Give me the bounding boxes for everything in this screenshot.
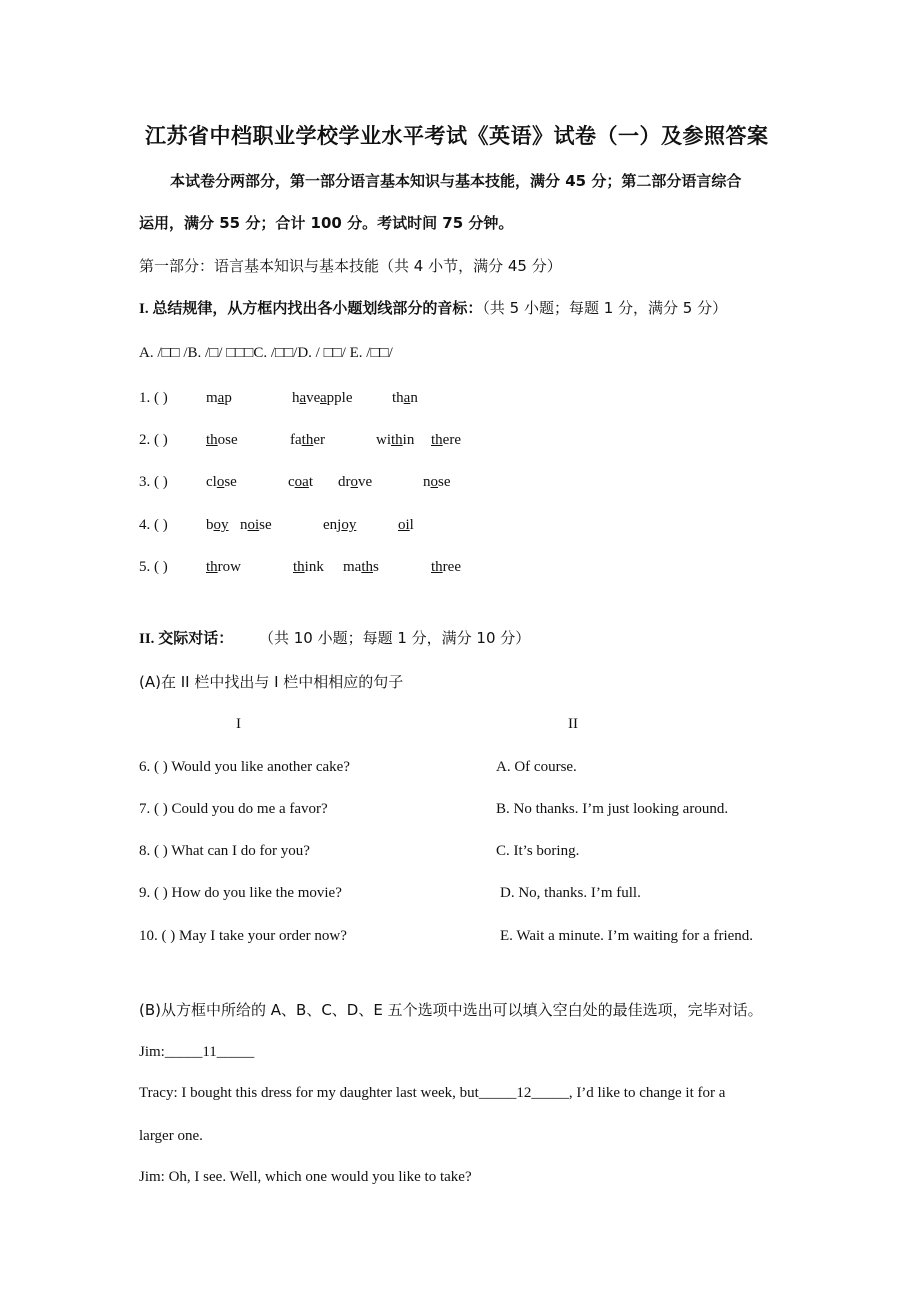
speaker-label: Jim: (139, 1044, 165, 1060)
item-word (240, 515, 272, 535)
word-part: row (217, 559, 241, 575)
word-part: ree (442, 559, 461, 575)
word-part: n (423, 474, 431, 490)
underlined-part: oi (398, 517, 410, 533)
section1-note: （共 5 小题；每题 1 分，满分 5 分） (482, 299, 728, 317)
underlined-part: th (301, 432, 314, 448)
item-word (338, 472, 372, 492)
column-ii-header: II (568, 716, 578, 732)
word-part: enj (323, 517, 342, 533)
underlined-part: a (403, 390, 411, 406)
underlined-part: th (206, 559, 218, 575)
word-part: se (438, 474, 451, 490)
section2-number: II. (139, 631, 155, 647)
word-part: pple (326, 390, 353, 406)
item-word (376, 430, 414, 450)
item-word (431, 557, 461, 577)
partB-title: (B)从方框中所给的 A、B、C、D、E 五个选项中选出可以填入空白处的最佳选项，完毕对话。 (139, 1001, 763, 1019)
question-8: 8. ( ) What can I do for you? (139, 843, 310, 859)
word-part: b (206, 517, 214, 533)
section2-note: （共 10 小题；每题 1 分，满分 10 分） (258, 629, 531, 647)
underlined-part: oa (294, 474, 309, 490)
section2-heading (139, 628, 530, 649)
item-word (423, 472, 451, 492)
dialog-jim-1 (139, 1042, 254, 1062)
item-word (343, 557, 379, 577)
blank-12: _____12_____ (478, 1085, 569, 1101)
word-part: ose (217, 432, 238, 448)
blank-11: _____11_____ (164, 1044, 255, 1060)
word-part: s (373, 559, 379, 575)
item-word (290, 430, 325, 450)
item-word (206, 557, 241, 577)
section1-number: I. (139, 301, 149, 317)
item-word (398, 515, 414, 535)
dialog-jim-2: Jim: Oh, I see. Well, which one would you like to take? (139, 1169, 472, 1185)
word-part: se (224, 474, 237, 490)
underlined-part: oy (213, 517, 229, 533)
word-part: c (288, 474, 295, 490)
underlined-part: th (391, 432, 403, 448)
section1-heading (139, 298, 727, 319)
part1-heading: 第一部分：语言基本知识与基本技能（共 4 小节，满分 45 分） (139, 257, 562, 275)
item-word (206, 388, 232, 408)
word-part: th (392, 390, 404, 406)
item-word (323, 515, 356, 535)
item-number: 1. ( ) (139, 390, 168, 406)
page-title: 江苏省中档职业学校学业水平考试《英语》试卷（一）及参照答案 (145, 124, 769, 148)
item-word (392, 388, 418, 408)
section1-title: 总结规律，从方框内找出各小题划线部分的音标： (152, 299, 483, 317)
phonetic-options: A. /□□ /B. /□/ □□□C. /□□/D. / □□/ E. /□□/ (139, 345, 393, 361)
item-word (288, 472, 313, 492)
underlined-part: o (350, 474, 358, 490)
underlined-part: oi (247, 517, 260, 533)
word-part: dr (338, 474, 351, 490)
word-part: n (410, 390, 418, 406)
word-part: h (292, 390, 300, 406)
dialog-tracy-continued: larger one. (139, 1128, 203, 1144)
item-number: 3. ( ) (139, 474, 168, 490)
word-part: n (240, 517, 248, 533)
underlined-part: o (430, 474, 438, 490)
item-word (206, 515, 229, 535)
tracy-text-suffix: , I’d like to change it for a (568, 1085, 726, 1101)
word-part: p (224, 390, 232, 406)
word-part: l (409, 517, 414, 533)
word-part: ve (358, 474, 373, 490)
item-number: 2. ( ) (139, 432, 168, 448)
underlined-part: a (217, 390, 225, 406)
answer-d: D. No, thanks. I’m full. (500, 885, 641, 901)
partA-title: (A)在 II 栏中找出与 I 栏中相相应的句子 (139, 673, 404, 691)
underlined-part: th (361, 559, 373, 575)
question-10: 10. ( ) May I take your order now? (139, 928, 347, 944)
word-part: ere (442, 432, 461, 448)
item-word (206, 430, 238, 450)
answer-b: B. No thanks. I’m just looking around. (496, 801, 729, 817)
word-part: fa (290, 432, 302, 448)
word-part: ink (304, 559, 324, 575)
intro-line-2: 运用，满分 55 分；合计 100 分。考试时间 75 分钟。 (139, 214, 514, 232)
word-part: in (402, 432, 415, 448)
answer-e: E. Wait a minute. I’m waiting for a friend. (500, 928, 754, 944)
underlined-part: oy (341, 517, 357, 533)
item-word (320, 388, 353, 408)
tracy-text: Tracy: I bought this dress for my daughter last week, but (139, 1085, 479, 1101)
underlined-part: a (299, 390, 307, 406)
word-part: t (308, 474, 314, 490)
item-word (431, 430, 461, 450)
question-6: 6. ( ) Would you like another cake? (139, 759, 350, 775)
section2-title: 交际对话： (158, 629, 234, 647)
word-part: se (259, 517, 272, 533)
item-number: 5. ( ) (139, 559, 168, 575)
underlined-part: th (293, 559, 305, 575)
underlined-part: a (320, 390, 327, 406)
underlined-part: th (431, 559, 443, 575)
underlined-part: th (431, 432, 443, 448)
word-part: cl (206, 474, 217, 490)
word-part: ma (343, 559, 362, 575)
underlined-part: th (206, 432, 218, 448)
intro-line-1: 本试卷分两部分，第一部分语言基本知识与基本技能，满分 45 分；第二部分语言综合 (170, 172, 742, 190)
item-number: 4. ( ) (139, 517, 168, 533)
question-9: 9. ( ) How do you like the movie? (139, 885, 342, 901)
word-part: m (206, 390, 218, 406)
word-part: ve (306, 390, 321, 406)
word-part: er (313, 432, 325, 448)
answer-a: A. Of course. (496, 759, 577, 775)
item-word (293, 557, 324, 577)
answer-c: C. It’s boring. (496, 843, 580, 859)
word-part: wi (376, 432, 391, 448)
underlined-part: o (216, 474, 225, 490)
dialog-tracy (139, 1083, 725, 1103)
item-word (206, 472, 237, 492)
column-i-header: I (236, 716, 241, 732)
item-word (292, 388, 320, 408)
question-7: 7. ( ) Could you do me a favor? (139, 801, 328, 817)
